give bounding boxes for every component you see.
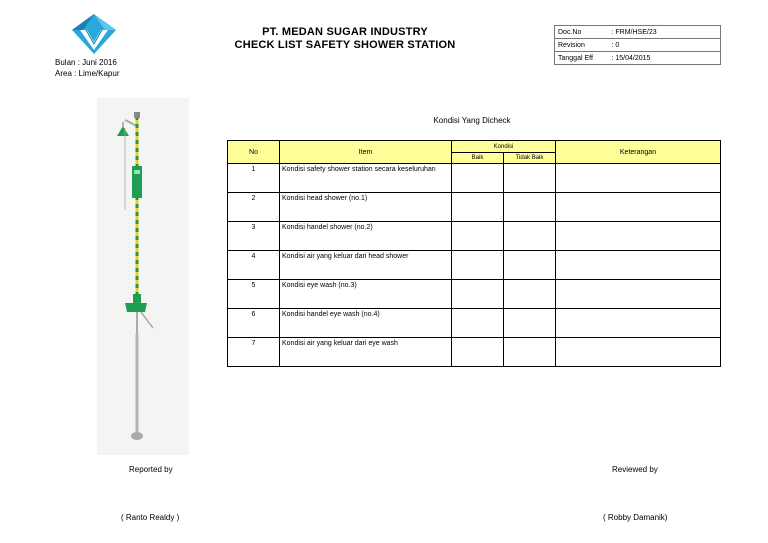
doc-info-value: : 15/04/2015: [609, 52, 721, 65]
keterangan-cell[interactable]: [556, 338, 721, 367]
tidak-baik-cell[interactable]: [504, 251, 556, 280]
row-item: Kondisi head shower (no.1): [280, 193, 452, 222]
document-title: [200, 26, 490, 52]
col-header-kondisi: Kondisi: [452, 141, 556, 153]
table-row: [228, 309, 721, 338]
tidak-baik-cell[interactable]: [504, 164, 556, 193]
tidak-baik-cell[interactable]: [504, 193, 556, 222]
area-text: Area : Lime/Kapur: [55, 69, 120, 78]
reported-by-label: Reported by: [129, 465, 173, 474]
baik-cell[interactable]: [452, 280, 504, 309]
doc-info-value: : FRM/HSE/23: [609, 26, 721, 39]
row-number: 3: [228, 222, 280, 251]
doc-info-key: Tanggal Eff: [555, 52, 609, 65]
row-number: 5: [228, 280, 280, 309]
reviewed-by-label: Reviewed by: [612, 465, 658, 474]
baik-cell[interactable]: [452, 222, 504, 251]
row-item: Kondisi handel eye wash (no.4): [280, 309, 452, 338]
table-row: [228, 280, 721, 309]
doc-info-row: [555, 26, 721, 39]
document-info-table: [554, 25, 721, 65]
table-header-row: [228, 141, 721, 153]
row-item: Kondisi air yang keluar dari head shower: [280, 251, 452, 280]
checklist-table: [227, 140, 721, 367]
col-header-item: Item: [280, 141, 452, 164]
eye-wash-icon: [125, 303, 147, 312]
tidak-baik-cell[interactable]: [504, 222, 556, 251]
table-row: [228, 193, 721, 222]
period-area-info: [55, 57, 119, 79]
tidak-baik-cell[interactable]: [504, 309, 556, 338]
baik-cell[interactable]: [452, 251, 504, 280]
baik-cell[interactable]: [452, 309, 504, 338]
keterangan-cell[interactable]: [556, 222, 721, 251]
company-logo: [72, 14, 116, 54]
baik-cell[interactable]: [452, 338, 504, 367]
table-row: [228, 222, 721, 251]
col-header-baik: Baik: [452, 153, 504, 164]
keterangan-cell[interactable]: [556, 251, 721, 280]
table-row: [228, 251, 721, 280]
row-number: 1: [228, 164, 280, 193]
keterangan-cell[interactable]: [556, 280, 721, 309]
doc-info-value: : 0: [609, 39, 721, 52]
row-item: Kondisi eye wash (no.3): [280, 280, 452, 309]
tidak-baik-cell[interactable]: [504, 338, 556, 367]
row-item: Kondisi air yang keluar dari eye wash: [280, 338, 452, 367]
doc-info-row: [555, 39, 721, 52]
table-row: [228, 338, 721, 367]
baik-cell[interactable]: [452, 164, 504, 193]
row-number: 2: [228, 193, 280, 222]
form-title: CHECK LIST SAFETY SHOWER STATION: [234, 39, 456, 51]
row-item: Kondisi safety shower station secara keseluruhan: [280, 164, 452, 193]
col-header-tidak-baik: Tidak Baik: [504, 153, 556, 164]
doc-info-key: Revision: [555, 39, 609, 52]
col-header-no: No: [228, 141, 280, 164]
keterangan-cell[interactable]: [556, 309, 721, 338]
safety-shower-illustration: [97, 98, 189, 455]
reporter-name: ( Ranto Realdy ): [121, 513, 180, 522]
row-item: Kondisi handel shower (no.2): [280, 222, 452, 251]
doc-info-row: [555, 52, 721, 65]
row-number: 7: [228, 338, 280, 367]
row-number: 6: [228, 309, 280, 338]
row-number: 4: [228, 251, 280, 280]
baik-cell[interactable]: [452, 193, 504, 222]
col-header-keterangan: Keterangan: [556, 141, 721, 164]
keterangan-cell[interactable]: [556, 193, 721, 222]
doc-info-key: Doc.No: [555, 26, 609, 39]
company-name: PT. MEDAN SUGAR INDUSTRY: [262, 26, 428, 38]
bulan-text: Bulan : Juni 2016: [55, 58, 117, 67]
tidak-baik-cell[interactable]: [504, 280, 556, 309]
table-row: [228, 164, 721, 193]
keterangan-cell[interactable]: [556, 164, 721, 193]
checklist-heading: Kondisi Yang Dicheck: [433, 116, 511, 125]
reviewer-name: ( Robby Damanik): [603, 513, 668, 522]
